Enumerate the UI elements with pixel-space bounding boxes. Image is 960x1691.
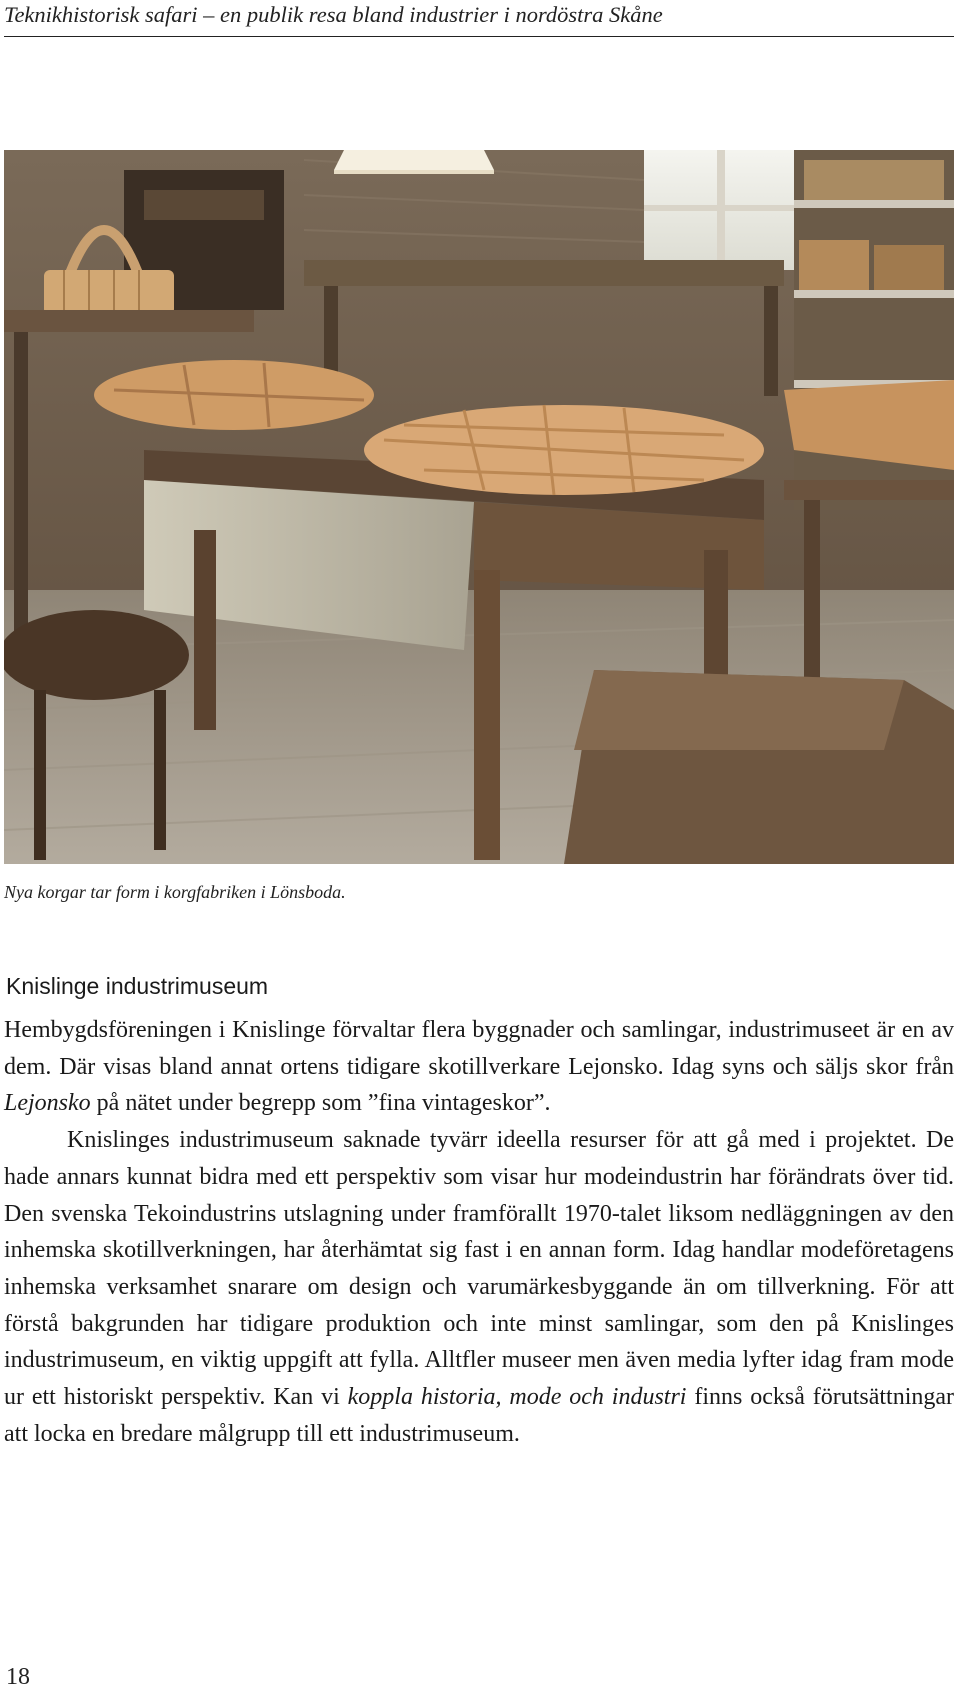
paragraph-1-emphasis: Lejonsko [4, 1090, 91, 1117]
paragraph-1-part-2: på nätet under begrepp som ”fina vintageskor”. [90, 1090, 551, 1117]
paragraph-1-part-1: Hembygdsföreningen i Knislinge förvaltar flera byggnader och samlingar, industrimuseet är en av dem. Där visas bland annat ortens tidigare skotillverkare Lejonsko. Idag syns och säljs skor från [4, 1017, 954, 1080]
paragraph-1 [4, 1012, 954, 1122]
paragraph-2-emphasis: koppla historia, mode och industri [347, 1384, 687, 1411]
body-text [4, 1012, 954, 1452]
running-header-title: Teknikhistorisk safari – en publik resa bland industrier i nordöstra Skåne [4, 2, 663, 27]
paragraph-2 [4, 1122, 954, 1452]
running-header [4, 0, 954, 37]
paragraph-2-part-1: Knislinges industrimuseum saknade tyvärr ideella resurser för att gå med i projektet. De hade annars kunnat bidra med ett perspektiv som visar hur modeindustrin har förändrats över tid. Den svenska Tekoindustrins utslagning under framförallt 1970-talet liksom nedläggningen av den inhemska skotillverkningen, har återhämtat sig fast i en annan form. Idag handlar modeföretagens inhemska verksamhet snarare om design och varumärkesbyggande än om tillverkning. För att förstå bakgrunden har tidigare produktion och inte minst samlingar, som den på Knislinges industrimuseum, en viktig uppgift att fylla. Alltfler museer men även media lyfter idag fram mode ur ett historiskt perspektiv. Kan vi [4, 1127, 954, 1411]
photo-illustration [4, 150, 954, 864]
section-heading: Knislinge industrimuseum [6, 973, 269, 999]
figure-caption: Nya korgar tar form i korgfabriken i Lönsboda. [4, 882, 346, 902]
photo-basket-workshop [4, 150, 954, 864]
paragraph-2-part-2: finns också förutsättningar att locka en bredare målgrupp till ett industrimuseum. [4, 1384, 955, 1447]
page-number: 18 [6, 1664, 30, 1690]
